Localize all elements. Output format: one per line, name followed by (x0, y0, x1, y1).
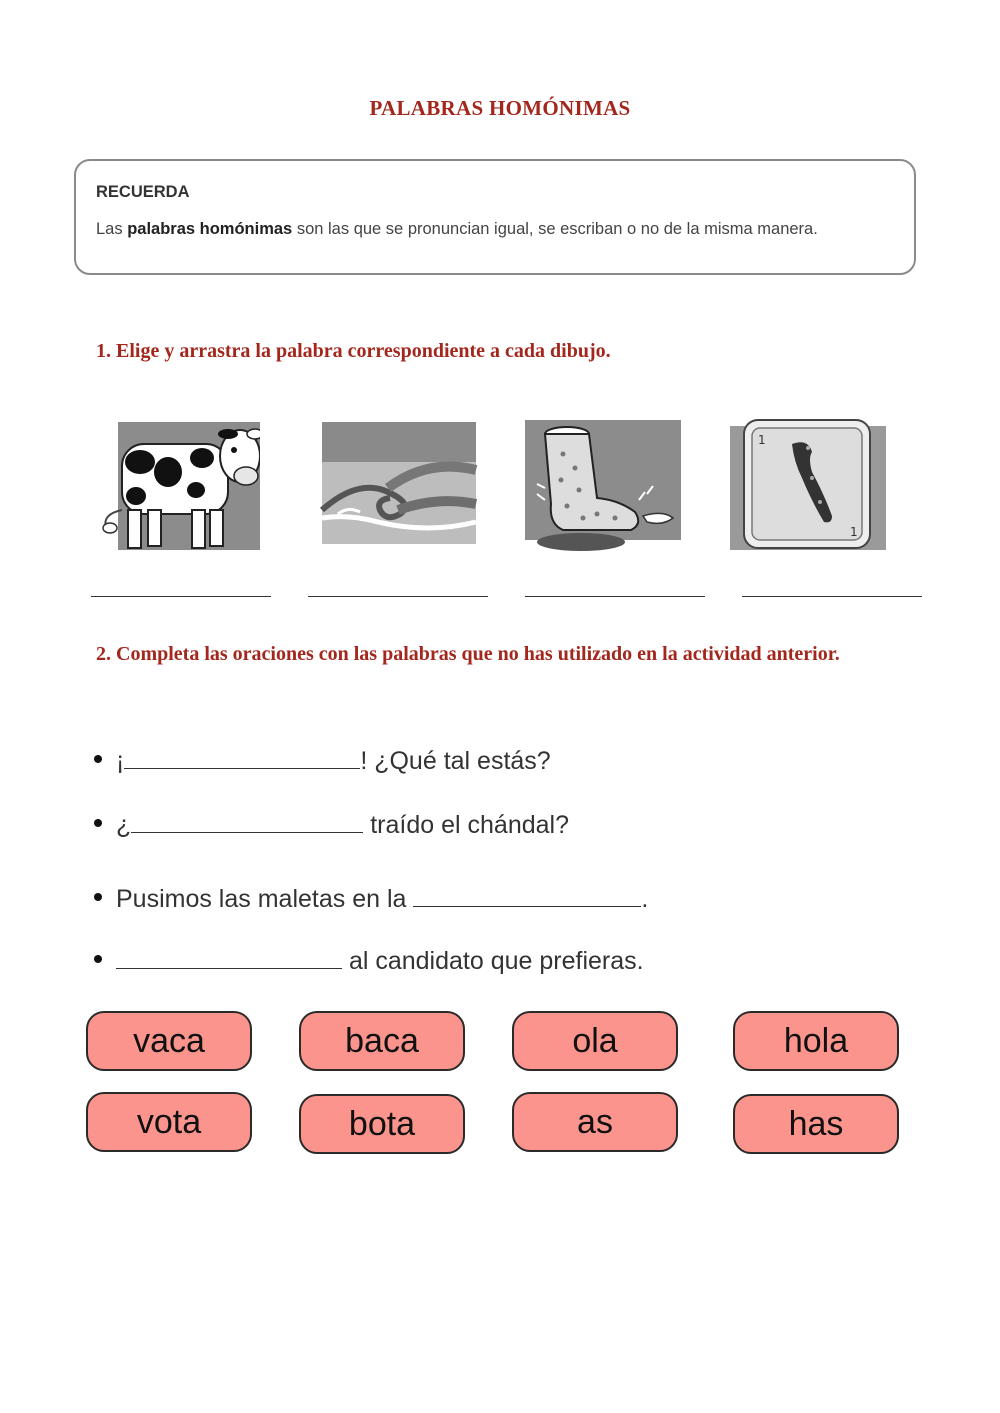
sentence-1 (94, 746, 551, 776)
word-chip-as[interactable]: as (512, 1092, 678, 1152)
recuerda-box (74, 159, 916, 275)
sentence-4-end: al candidato que prefieras. (342, 947, 644, 975)
sentence-2-end: traído el chándal? (363, 811, 569, 839)
recuerda-text-end: son las que se pronuncian igual, se escriban o no de la misma manera. (292, 220, 818, 238)
bullet-icon (94, 955, 102, 963)
svg-text:1: 1 (850, 525, 858, 539)
sentence-3-blank[interactable] (413, 884, 641, 907)
bullet-icon (94, 755, 102, 763)
bullet-icon (94, 893, 102, 901)
page-title: PALABRAS HOMÓNIMAS (369, 96, 631, 120)
cow-image (100, 418, 260, 554)
sentence-4-blank[interactable] (116, 946, 342, 969)
svg-text:1: 1 (758, 433, 766, 447)
ace-of-clubs-card-image (728, 418, 888, 554)
wave-image (318, 418, 478, 554)
sentence-1-start: ¡ (116, 747, 125, 775)
sentence-1-blank[interactable] (124, 746, 360, 769)
sentence-2-blank[interactable] (131, 810, 363, 833)
word-chip-has[interactable]: has (733, 1094, 899, 1154)
sentence-3-start: Pusimos las maletas en la (116, 885, 414, 913)
word-chip-vaca[interactable]: vaca (86, 1011, 252, 1071)
answer-line-3[interactable] (525, 596, 705, 597)
recuerda-text-start: Las (96, 220, 128, 238)
bullet-icon (94, 819, 102, 827)
sentence-3 (94, 884, 648, 914)
word-chip-vota[interactable]: vota (86, 1092, 252, 1152)
word-chip-baca[interactable]: baca (299, 1011, 465, 1071)
sentence-1-end: ! ¿Qué tal estás? (360, 747, 551, 775)
answer-line-2[interactable] (308, 596, 488, 597)
answer-line-4[interactable] (742, 596, 922, 597)
word-chip-hola[interactable]: hola (733, 1011, 899, 1071)
boot-image (523, 418, 683, 554)
sentence-4 (94, 946, 644, 976)
sentence-3-end: . (641, 885, 649, 913)
recuerda-text-bold: palabras homónimas (127, 220, 293, 238)
recuerda-text (96, 216, 886, 243)
sentence-2-start: ¿ (116, 811, 132, 839)
word-chip-bota[interactable]: bota (299, 1094, 465, 1154)
recuerda-heading: RECUERDA (96, 183, 190, 201)
activity1-instruction: 1. Elige y arrastra la palabra correspondiente a cada dibujo. (96, 340, 611, 362)
activity2-instruction: 2. Completa las oraciones con las palabras que no has utilizado en la actividad anterior. (96, 643, 840, 665)
word-chip-ola[interactable]: ola (512, 1011, 678, 1071)
answer-line-1[interactable] (91, 596, 271, 597)
sentence-2 (94, 810, 569, 840)
